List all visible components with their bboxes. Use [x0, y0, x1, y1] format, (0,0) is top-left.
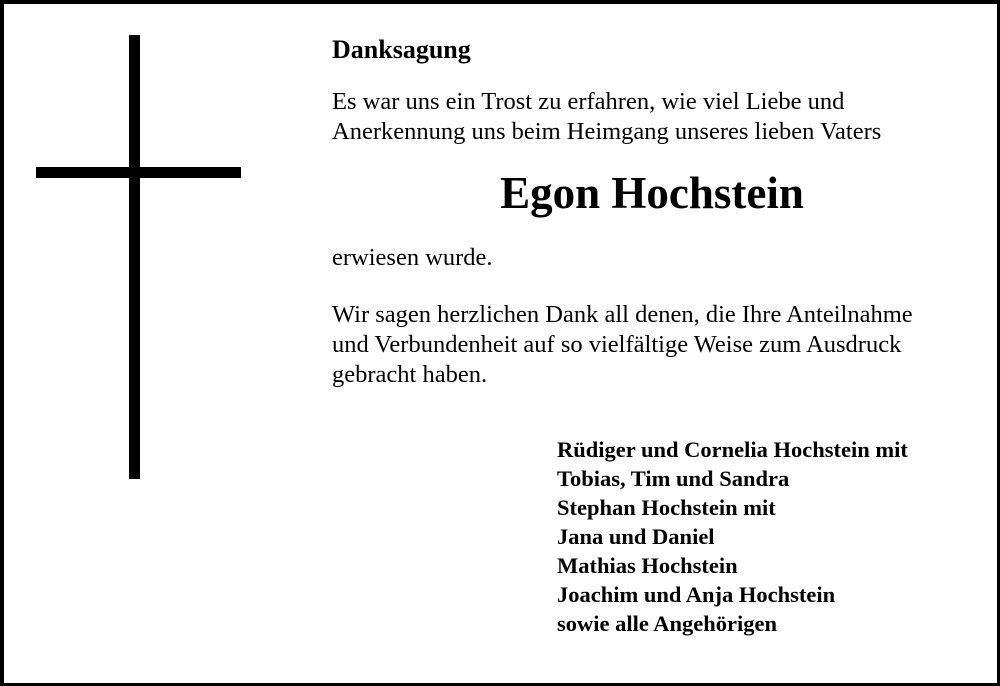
- intro-line: Es war uns ein Trost zu erfahren, wie viel Liebe und: [332, 88, 845, 115]
- thanks-line: Wir sagen herzlichen Dank all denen, die Ihre Anteilnahme: [332, 301, 913, 328]
- intro-line: Anerkennung uns beim Heimgang unseres lieben Vaters: [332, 118, 882, 145]
- after-name-text: erwiesen wurde.: [332, 244, 493, 271]
- thanks-text: [332, 300, 913, 390]
- signature-line: Rüdiger und Cornelia Hochstein mit: [557, 437, 908, 462]
- signature-line: Tobias, Tim und Sandra: [557, 466, 790, 491]
- cross-vertical-beam: [129, 35, 140, 479]
- deceased-name: Egon Hochstein: [500, 168, 804, 218]
- thanks-line: gebracht haben.: [332, 361, 488, 388]
- thanks-line: und Verbundenheit auf so vielfältige Weise zum Ausdruck: [332, 331, 902, 358]
- signature-line: Stephan Hochstein mit: [557, 495, 776, 520]
- signature-line: Jana und Daniel: [557, 524, 715, 549]
- notice-heading: Danksagung: [332, 35, 471, 64]
- cross-horizontal-beam: [36, 167, 241, 178]
- signature-line: sowie alle Angehörigen: [557, 611, 777, 636]
- intro-text: [332, 87, 881, 147]
- signature-line: Mathias Hochstein: [557, 553, 738, 578]
- signatures-block: [557, 435, 908, 638]
- signature-line: Joachim und Anja Hochstein: [557, 582, 836, 607]
